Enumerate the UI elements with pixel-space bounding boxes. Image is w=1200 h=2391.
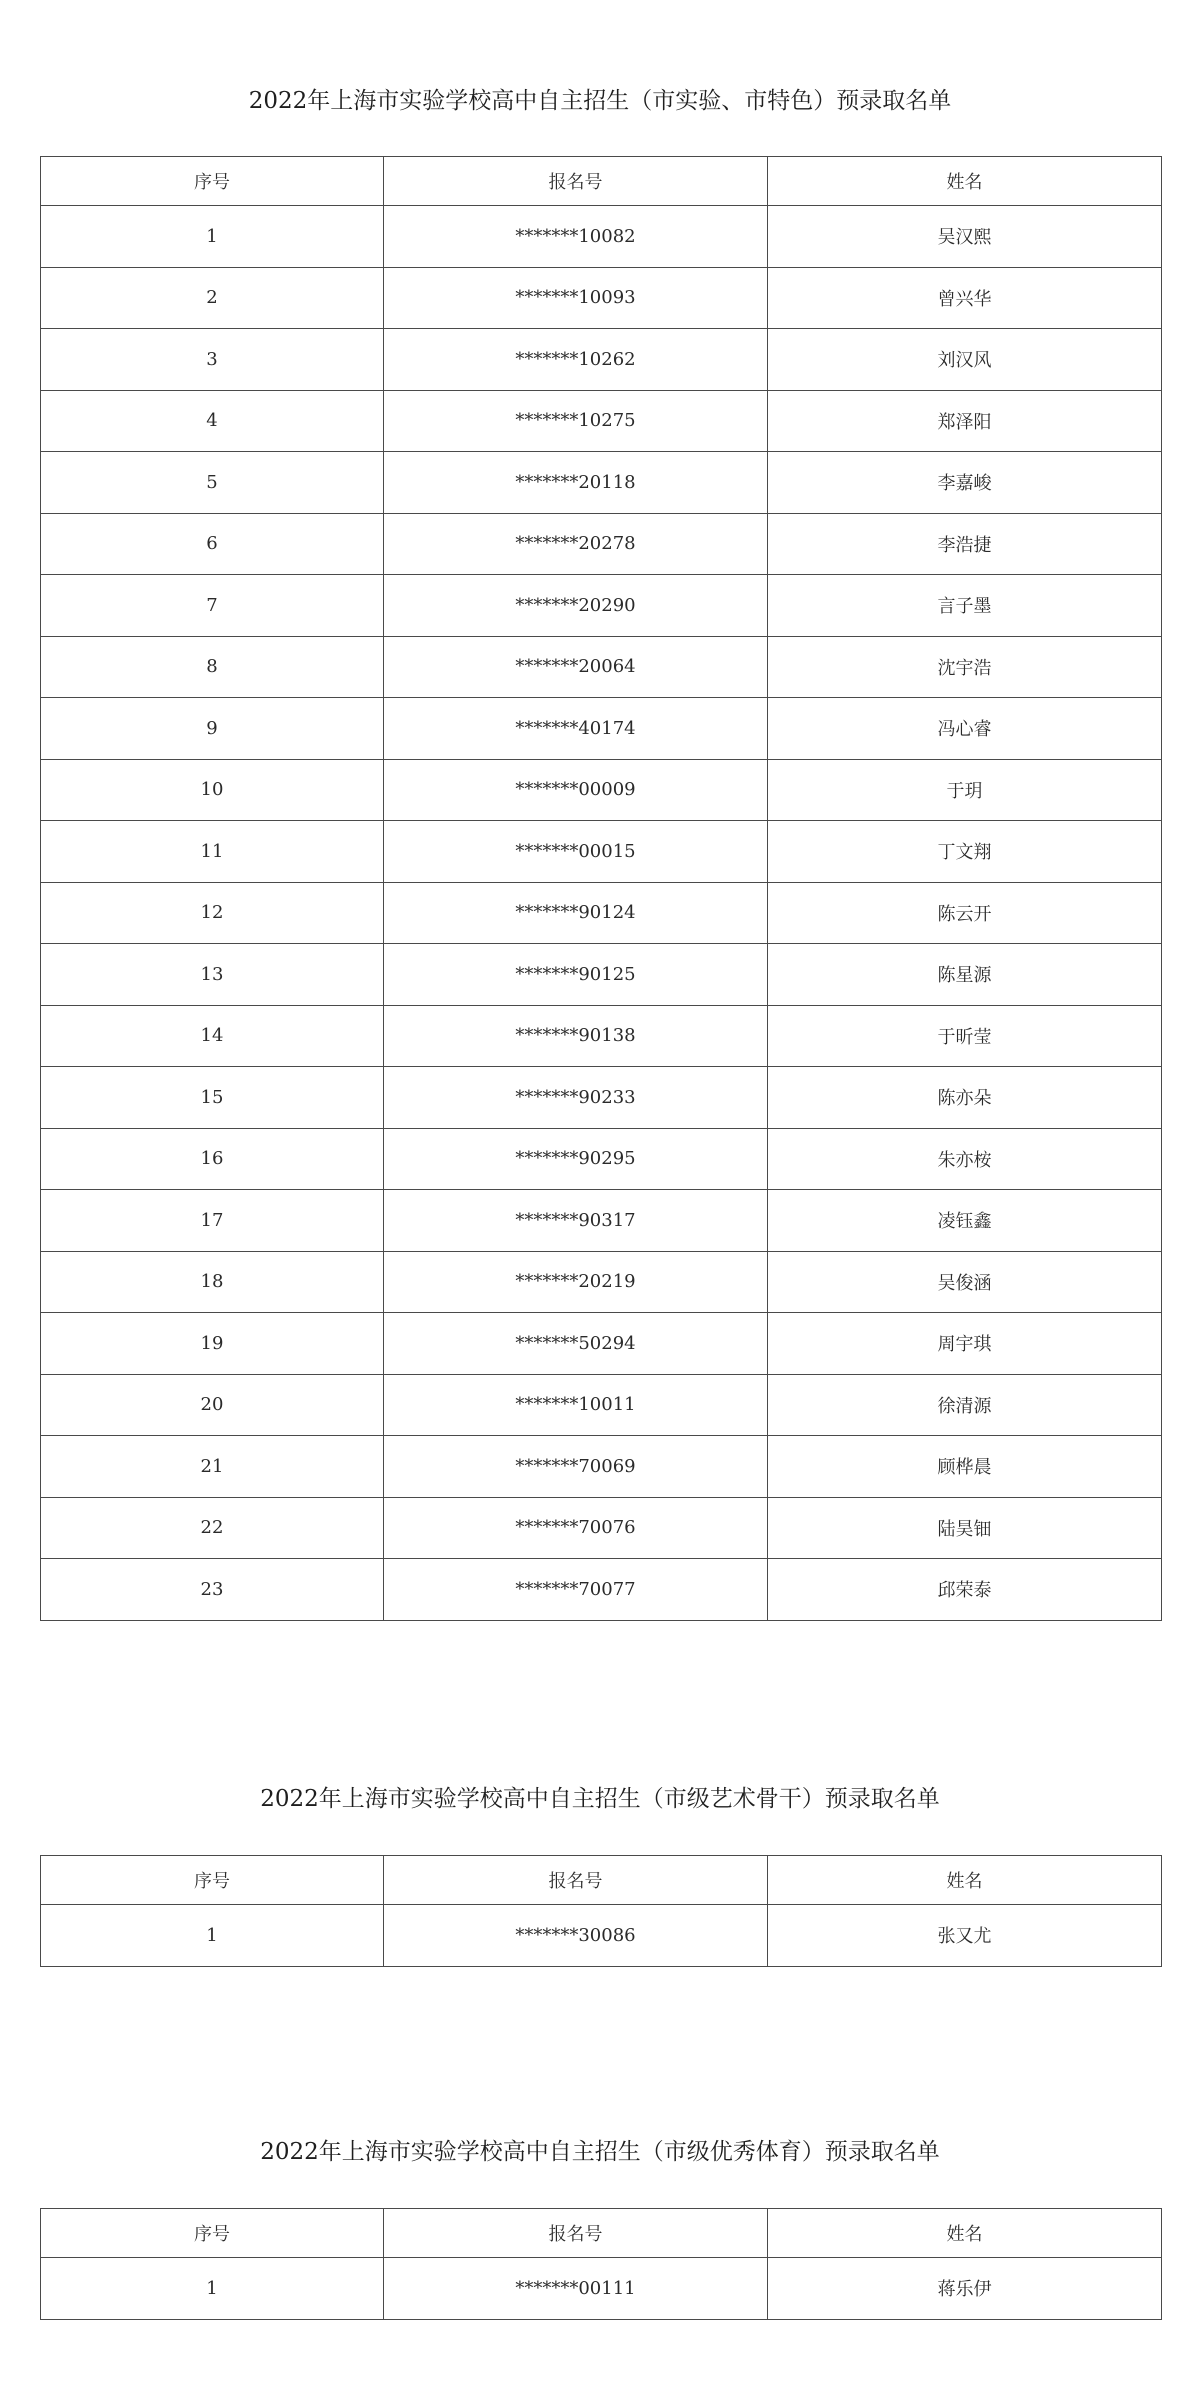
registration-number: *******70076 (384, 1497, 768, 1559)
row-index: 21 (41, 1436, 384, 1498)
column-header-index: 序号 (41, 1856, 384, 1905)
student-name: 于玥 (768, 759, 1162, 821)
row-index: 12 (41, 882, 384, 944)
column-header-index: 序号 (41, 157, 384, 206)
student-name: 周宇琪 (768, 1313, 1162, 1375)
table-row (41, 1497, 1162, 1559)
registration-number: *******50294 (384, 1313, 768, 1375)
student-name: 李浩捷 (768, 513, 1162, 575)
registration-number: *******40174 (384, 698, 768, 760)
table-row (41, 1905, 1162, 1967)
student-name: 吴俊涵 (768, 1251, 1162, 1313)
row-index: 2 (41, 267, 384, 329)
registration-number: *******10275 (384, 390, 768, 452)
registration-number: *******90125 (384, 944, 768, 1006)
student-name: 郑泽阳 (768, 390, 1162, 452)
row-index: 1 (41, 1905, 384, 1967)
row-index: 13 (41, 944, 384, 1006)
student-name: 李嘉峻 (768, 452, 1162, 514)
row-index: 23 (41, 1559, 384, 1621)
registration-number: *******10262 (384, 329, 768, 391)
table-row (41, 2258, 1162, 2320)
registration-number: *******20118 (384, 452, 768, 514)
table-row (41, 1128, 1162, 1190)
student-name: 朱亦桉 (768, 1128, 1162, 1190)
table-row (41, 1559, 1162, 1621)
row-index: 1 (41, 2258, 384, 2320)
student-name: 张又尤 (768, 1905, 1162, 1967)
table-row (41, 452, 1162, 514)
section-title: 2022年上海市实验学校高中自主招生（市实验、市特色）预录取名单 (248, 88, 952, 114)
registration-number: *******70069 (384, 1436, 768, 1498)
row-index: 15 (41, 1067, 384, 1129)
row-index: 17 (41, 1190, 384, 1252)
row-index: 20 (41, 1374, 384, 1436)
table-row (41, 575, 1162, 637)
row-index: 4 (41, 390, 384, 452)
table-header-row (41, 1856, 1162, 1905)
row-index: 11 (41, 821, 384, 883)
table-row (41, 390, 1162, 452)
column-header-registration-no: 报名号 (384, 157, 768, 206)
registration-number: *******70077 (384, 1559, 768, 1621)
column-header-registration-no: 报名号 (384, 2209, 768, 2258)
registration-number: *******90295 (384, 1128, 768, 1190)
column-header-registration-no: 报名号 (384, 1856, 768, 1905)
student-name: 刘汉风 (768, 329, 1162, 391)
section-title: 2022年上海市实验学校高中自主招生（市级优秀体育）预录取名单 (260, 2139, 940, 2165)
registration-number: *******20064 (384, 636, 768, 698)
table-row (41, 821, 1162, 883)
student-name: 曾兴华 (768, 267, 1162, 329)
table-header-row (41, 157, 1162, 206)
row-index: 16 (41, 1128, 384, 1190)
table-row (41, 267, 1162, 329)
student-name: 丁文翔 (768, 821, 1162, 883)
row-index: 8 (41, 636, 384, 698)
row-index: 5 (41, 452, 384, 514)
table-row (41, 1374, 1162, 1436)
registration-number: *******00015 (384, 821, 768, 883)
table-row (41, 206, 1162, 268)
student-name: 言子墨 (768, 575, 1162, 637)
registration-number: *******90317 (384, 1190, 768, 1252)
registration-number: *******20278 (384, 513, 768, 575)
student-name: 徐清源 (768, 1374, 1162, 1436)
student-name: 邱荣泰 (768, 1559, 1162, 1621)
table-row (41, 1436, 1162, 1498)
registration-number: *******20219 (384, 1251, 768, 1313)
column-header-index: 序号 (41, 2209, 384, 2258)
roster-table (40, 2208, 1162, 2320)
registration-number: *******00009 (384, 759, 768, 821)
row-index: 1 (41, 206, 384, 268)
registration-number: *******10011 (384, 1374, 768, 1436)
table-row (41, 1190, 1162, 1252)
row-index: 6 (41, 513, 384, 575)
registration-number: *******30086 (384, 1905, 768, 1967)
table-header-row (41, 2209, 1162, 2258)
student-name: 吴汉熙 (768, 206, 1162, 268)
column-header-name: 姓名 (768, 157, 1162, 206)
registration-number: *******90138 (384, 1005, 768, 1067)
column-header-name: 姓名 (768, 1856, 1162, 1905)
roster-table (40, 156, 1162, 1621)
student-name: 于昕莹 (768, 1005, 1162, 1067)
row-index: 7 (41, 575, 384, 637)
registration-number: *******00111 (384, 2258, 768, 2320)
student-name: 凌钰鑫 (768, 1190, 1162, 1252)
table-row (41, 1251, 1162, 1313)
section-title: 2022年上海市实验学校高中自主招生（市级艺术骨干）预录取名单 (260, 1786, 940, 1812)
table-row (41, 1067, 1162, 1129)
student-name: 沈宇浩 (768, 636, 1162, 698)
row-index: 19 (41, 1313, 384, 1375)
registration-number: *******10093 (384, 267, 768, 329)
table-row (41, 636, 1162, 698)
table-row (41, 882, 1162, 944)
registration-number: *******90124 (384, 882, 768, 944)
roster-table (40, 1855, 1162, 1967)
table-row (41, 1313, 1162, 1375)
student-name: 陆昊钿 (768, 1497, 1162, 1559)
table-row (41, 1005, 1162, 1067)
row-index: 22 (41, 1497, 384, 1559)
student-name: 冯心睿 (768, 698, 1162, 760)
student-name: 陈云开 (768, 882, 1162, 944)
student-name: 陈亦朵 (768, 1067, 1162, 1129)
row-index: 10 (41, 759, 384, 821)
row-index: 18 (41, 1251, 384, 1313)
table-row (41, 329, 1162, 391)
row-index: 9 (41, 698, 384, 760)
student-name: 陈星源 (768, 944, 1162, 1006)
student-name: 顾桦晨 (768, 1436, 1162, 1498)
row-index: 3 (41, 329, 384, 391)
column-header-name: 姓名 (768, 2209, 1162, 2258)
registration-number: *******10082 (384, 206, 768, 268)
student-name: 蒋乐伊 (768, 2258, 1162, 2320)
table-row (41, 759, 1162, 821)
row-index: 14 (41, 1005, 384, 1067)
table-row (41, 698, 1162, 760)
registration-number: *******20290 (384, 575, 768, 637)
registration-number: *******90233 (384, 1067, 768, 1129)
table-row (41, 944, 1162, 1006)
table-row (41, 513, 1162, 575)
